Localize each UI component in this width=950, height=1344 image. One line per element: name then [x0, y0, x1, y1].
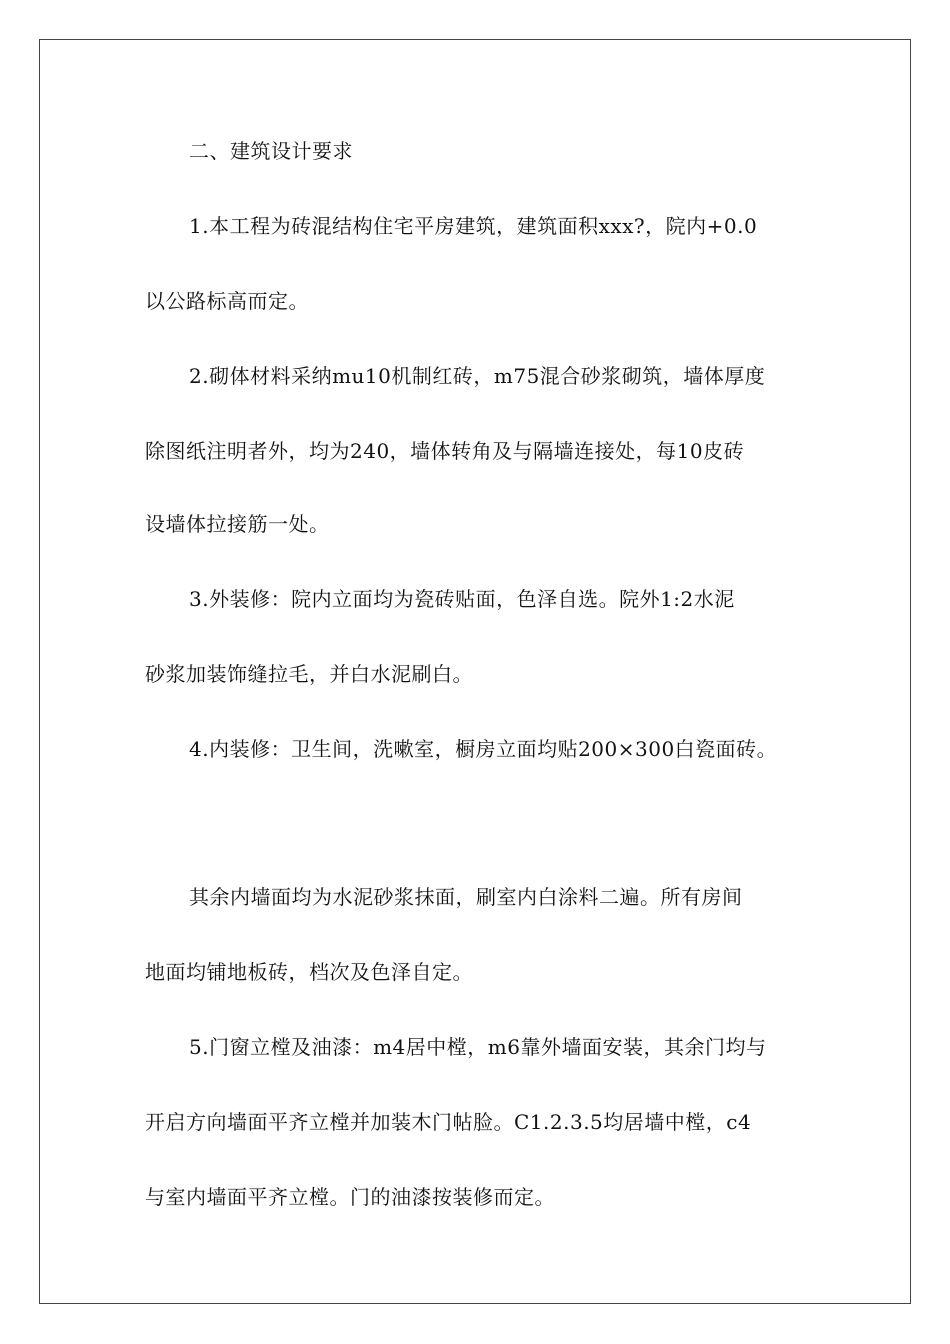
- paragraph-5-line-2: 地面均铺地板砖，档次及色泽自定。: [145, 960, 473, 984]
- paragraph-2-line-2: 除图纸注明者外，均为240，墙体转角及与隔墙连接处，每10皮砖: [145, 439, 745, 463]
- paragraph-3-line-1: 3.外装修：院内立面均为瓷砖贴面，色泽自选。院外1:2水泥: [189, 587, 735, 611]
- paragraph-1-line-2: 以公路标高而定。: [145, 289, 309, 313]
- paragraph-6-line-2: 开启方向墙面平齐立樘并加装木门帖脸。C1.2.3.5均居墙中樘，c4: [145, 1110, 752, 1134]
- paragraph-3-line-2: 砂浆加装饰缝拉毛，并白水泥刷白。: [145, 662, 473, 686]
- paragraph-6-line-1: 5.门窗立樘及油漆：m4居中樘，m6靠外墙面安装，其余门均与: [189, 1035, 767, 1059]
- section-heading: 二、建筑设计要求: [189, 139, 353, 163]
- paragraph-4-line-1: 4.内装修：卫生间，洗嗽室，橱房立面均贴200×300白瓷面砖。: [189, 737, 778, 761]
- paragraph-2-line-3: 设墙体拉接筋一处。: [145, 512, 330, 536]
- paragraph-6-line-3: 与室内墙面平齐立樘。门的油漆按装修而定。: [145, 1185, 555, 1209]
- paragraph-2-line-1: 2.砌体材料采纳mu10机制红砖，m75混合砂浆砌筑，墙体厚度: [189, 364, 766, 388]
- paragraph-1-line-1: 1.本工程为砖混结构住宅平房建筑，建筑面积xxx?，院内+0.0: [189, 214, 758, 238]
- paragraph-5-line-1: 其余内墙面均为水泥砂浆抹面，刷室内白涂料二遍。所有房间: [189, 885, 743, 909]
